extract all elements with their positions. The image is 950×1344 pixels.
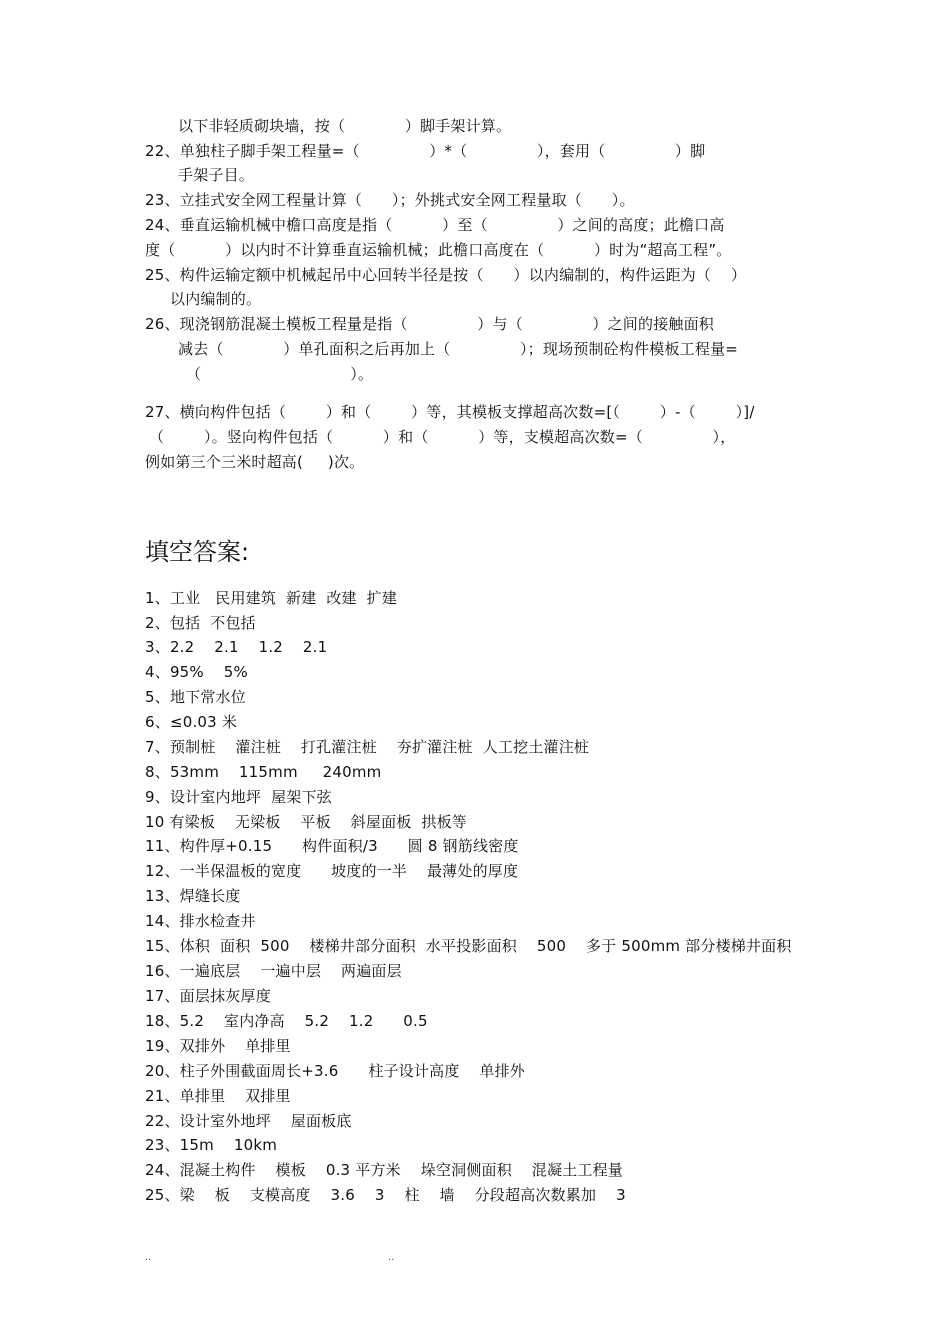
answer-line: 3、2.2 2.1 1.2 2.1: [145, 638, 328, 656]
question-line: 以下非轻质砌块墙，按（ ）脚手架计算。: [178, 117, 512, 135]
question-line: 度（ ）以内时不计算垂直运输机械；此檐口高度在（ ）时为“超高工程”。: [145, 241, 732, 259]
question-line: 减去（ ）单孔面积之后再加上（ ）；现场预制砼构件模板工程量=: [178, 340, 739, 358]
question-line: 手架子目。: [178, 166, 255, 184]
question-line: 以内编制的。: [170, 290, 262, 308]
question-line: 例如第三个三米时超高( )次。: [145, 453, 365, 471]
answer-line: 19、双排外 单排里: [145, 1037, 291, 1055]
answer-line: 16、一遍底层 一遍中层 两遍面层: [145, 962, 402, 980]
answer-line: 7、预制桩 灌注桩 打孔灌注桩 夯扩灌注桩 人工挖土灌注桩: [145, 738, 590, 756]
answer-line: 9、设计室内地坪 屋架下弦: [145, 788, 332, 806]
answer-line: 4、95% 5%: [145, 663, 248, 681]
answer-line: 13、焊缝长度: [145, 887, 241, 905]
answer-line: 18、5.2 室内净高 5.2 1.2 0.5: [145, 1012, 428, 1030]
answer-line: 20、柱子外围截面周长+3.6 柱子设计高度 单排外: [145, 1062, 525, 1080]
question-line: 23、立挂式安全网工程量计算（ ）；外挑式安全网工程量取（ ）。: [145, 191, 635, 209]
answer-line: 17、面层抹灰厚度: [145, 987, 271, 1005]
answer-line: 14、排水检查井: [145, 912, 256, 930]
answers-heading: 填空答案:: [145, 538, 250, 566]
answer-line: 22、设计室外地坪 屋面板底: [145, 1112, 352, 1130]
answer-line: 10 有梁板 无梁板 平板 斜屋面板 拱板等: [145, 813, 468, 831]
answer-line: 24、混凝土构件 模板 0.3 平方米 垛空洞侧面积 混凝土工程量: [145, 1161, 624, 1179]
answer-line: 15、体积 面积 500 楼梯井部分面积 水平投影面积 500 多于 500mm 部分楼梯井面积: [145, 937, 792, 955]
question-line: 22、单独柱子脚手架工程量=（ ）*（ ），套用（ ）脚: [145, 142, 706, 160]
answer-line: 5、地下常水位: [145, 688, 246, 706]
answer-line: 12、一半保温板的宽度 坡度的一半 最薄处的厚度: [145, 862, 519, 880]
question-line: 27、横向构件包括（ ）和（ ）等，其模板支撑超高次数=[（ ）-（ ）]/: [145, 403, 755, 421]
question-line: 25、构件运输定额中机械起吊中心回转半径是按（ ）以内编制的，构件运距为（ ）: [145, 266, 747, 284]
answer-line: 2、包括 不包括: [145, 614, 256, 632]
answer-line: 1、工业 民用建筑 新建 改建 扩建: [145, 589, 398, 607]
answer-line: 11、构件厚+0.15 构件面积/3 圆 8 钢筋线密度: [145, 837, 519, 855]
footer-mark-right: ..: [388, 1252, 395, 1263]
answer-line: 6、≤0.03 米: [145, 713, 238, 731]
question-line: （ ）。: [186, 365, 374, 383]
answer-line: 23、15m 10km: [145, 1136, 278, 1154]
answer-line: 21、单排里 双排里: [145, 1087, 291, 1105]
answer-line: 25、梁 板 支模高度 3.6 3 柱 墙 分段超高次数累加 3: [145, 1186, 626, 1204]
question-line: 26、现浇钢筋混凝土模板工程量是指（ ）与（ ）之间的接触面积: [145, 315, 714, 333]
question-line: （ ）。竖向构件包括（ ）和（ ）等，支模超高次数=（ ），: [149, 428, 736, 446]
question-line: 24、垂直运输机械中檐口高度是指（ ）至（ ）之间的高度；此檐口高: [145, 216, 725, 234]
answer-line: 8、53mm 115mm 240mm: [145, 763, 382, 781]
footer-mark-left: ..: [145, 1252, 152, 1263]
